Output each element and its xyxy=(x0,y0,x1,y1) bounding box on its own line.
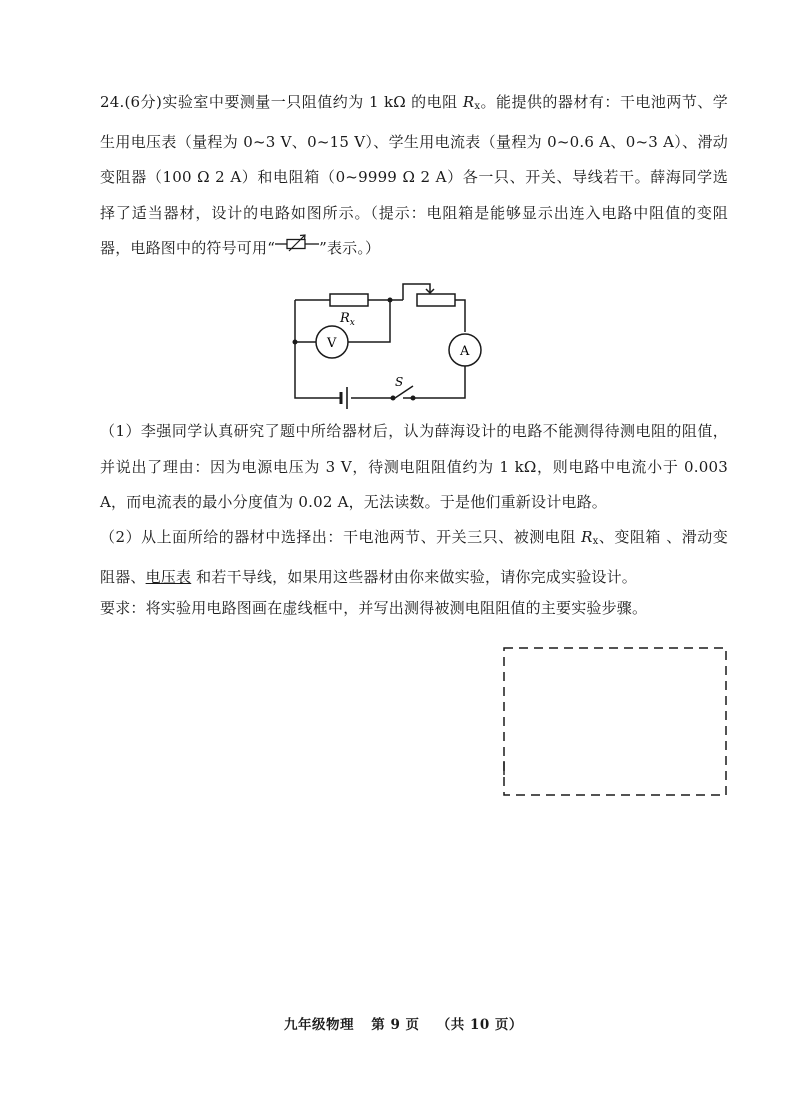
junction-dot-right xyxy=(388,298,393,303)
part-2-text-3: 和若干导线，如果用这些器材由你来做实验，请你完成实验设计。 xyxy=(191,567,637,586)
ammeter-label: A xyxy=(460,344,470,359)
resistor-symbol-rx-subscript: x xyxy=(474,101,481,112)
part-2-rx-subscript: x xyxy=(592,536,599,547)
part-2-rx: R xyxy=(581,528,593,546)
question-number: 24. xyxy=(100,93,125,111)
resistor-symbol-rx: R xyxy=(462,93,475,111)
part-2-underlined-voltmeter: 电压表 xyxy=(145,567,192,586)
question-intro-part1: 实验室中要测量一只阻值约为 1 kΩ 的电阻 xyxy=(162,93,463,111)
wire-right-bottom xyxy=(403,366,465,398)
footer-total: （共 10 页） xyxy=(436,1017,523,1033)
footer-page: 第 9 页 xyxy=(371,1017,420,1033)
footer-subject: 九年级物理 xyxy=(284,1017,355,1033)
requirement xyxy=(100,591,728,627)
answer-dashed-box[interactable] xyxy=(500,643,732,803)
question-intro-part3: ”表示。） xyxy=(319,239,381,257)
switch-contact-right xyxy=(411,396,415,400)
part-2-text-2: 、变阻箱 、滑动变阻器、 xyxy=(100,528,729,586)
question-score: (6分) xyxy=(124,93,163,111)
variable-resistor-symbol-icon xyxy=(275,231,319,267)
rx-label: $R_x$ xyxy=(340,311,355,328)
part-1 xyxy=(100,414,728,521)
part-1-text: （1）李强同学认真研究了题中所给器材后，认为薛海设计的电路不能测得待测电阻的阻值，并说出了理由：因为电源电压为 3 V，待测电阻阻值约为 1 kΩ，则电路中电流小于 0.003 A，而电流表的最小分度值为 0.02 A，无法读数。于是他们重新设计电路。 xyxy=(100,422,728,511)
requirement-text: 要求：将实验用电路图画在虚线框中，并写出测得被测电阻阻值的主要实验步骤。 xyxy=(100,599,648,617)
question-24-stem xyxy=(100,85,728,267)
wire-top-right xyxy=(455,300,465,332)
junction-dot-left xyxy=(293,340,298,345)
question-intro-part2: 。能提供的器材有：干电池两节、学生用电压表（量程为 0~3 V、0~15 V）、学生用电流表（量程为 0~0.6 A、0~3 A）、滑动变阻器（100 Ω 2 A）和电阻箱（0~9999 Ω 2 A）各一只、开关、导线若干。薛海同学选择了适当器材，设计的电路如图所示。（提示：电阻箱是能够显示出连入电路中阻值的变阻器，电路图中的符号可用“ xyxy=(100,93,728,257)
question-24-text xyxy=(100,85,728,267)
voltmeter-label: V xyxy=(327,336,337,351)
circuit-diagram xyxy=(285,280,495,410)
resistor-rx xyxy=(330,294,368,306)
switch-label: S xyxy=(395,375,404,389)
sliding-rheostat xyxy=(417,294,455,306)
switch-contact-left xyxy=(391,396,395,400)
part-2-text-1: （2）从上面所给的器材中选择出：干电池两节、开关三只、被测电阻 xyxy=(100,528,582,546)
part-2 xyxy=(100,520,728,595)
page-footer xyxy=(0,1013,807,1033)
part-2-text xyxy=(100,520,728,595)
